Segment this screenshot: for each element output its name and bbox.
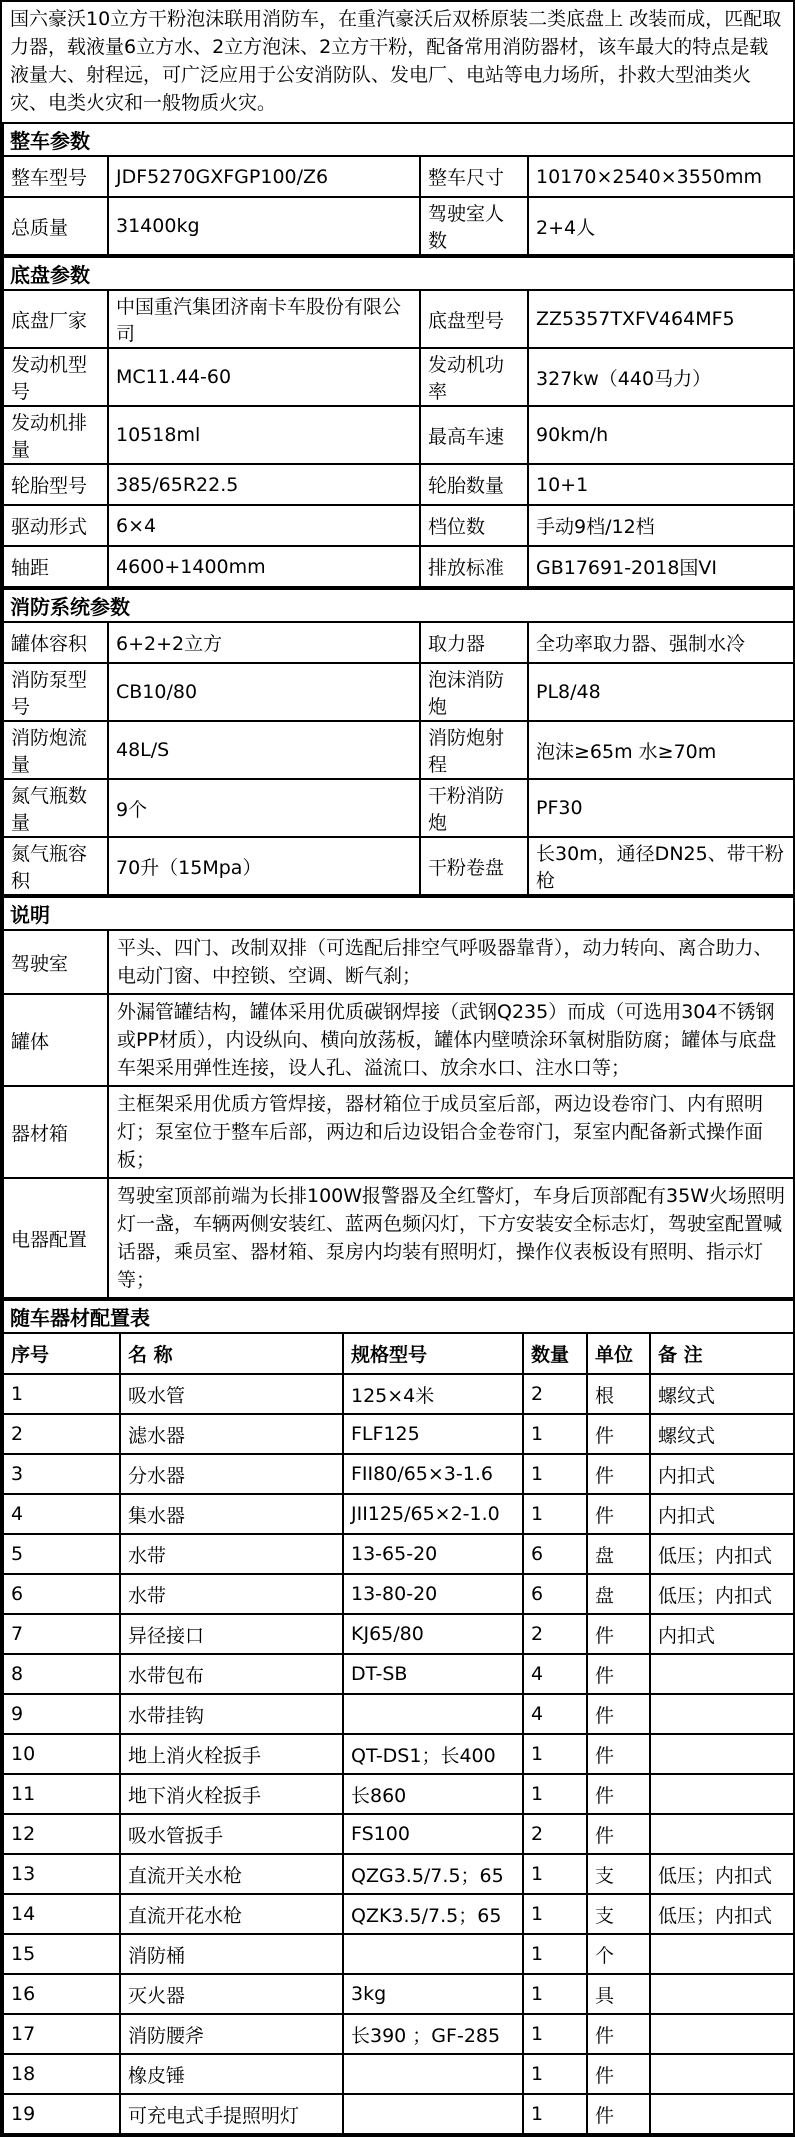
cell-no: 15 [3,1934,120,1974]
cell-spec: FS100 [343,1814,523,1854]
cell-name: 消防腰斧 [120,2014,343,2054]
cell-spec: 长390 ；GF-285 [343,2014,523,2054]
section-title: 随车器材配置表 [3,1300,795,1333]
cell-no: 9 [3,1694,120,1734]
cell-unit: 件 [587,2054,650,2094]
param-value: 手动9档/12档 [528,505,795,546]
cell-spec: FLF125 [343,1414,523,1454]
equipment-row [3,1454,795,1494]
note-text: 驾驶室顶部前端为长排100W报警器及全红警灯，车身后顶部配有35W火场照明灯一盏，车辆两侧安装红、蓝两色频闪灯，下方安装安全标志灯，驾驶室配置喊话器，乘员室、器材箱、泵房内均装有照明灯，操作仪表板设有照明、指示灯等； [108,1178,795,1298]
cell-unit: 支 [587,1854,650,1894]
cell-qty: 1 [523,2014,587,2054]
cell-no: 3 [3,1454,120,1494]
param-value: 327kw（440马力） [528,348,795,406]
cell-remark: 螺纹式 [650,1414,795,1454]
cell-unit: 件 [587,1814,650,1854]
param-label: 档位数 [420,505,528,546]
section-header-vehicle [3,123,795,156]
table-row [3,505,795,546]
notes-table [2,896,795,1299]
cell-no: 4 [3,1494,120,1534]
cell-spec [343,2094,523,2134]
cell-remark [650,1734,795,1774]
table-row [3,994,795,1086]
equipment-table [2,1299,795,2135]
cell-no: 10 [3,1734,120,1774]
equipment-row [3,1734,795,1774]
cell-spec [343,1934,523,1974]
table-row [3,1178,795,1298]
param-value: 10170×2540×3550mm [528,156,795,197]
cell-unit: 件 [587,1694,650,1734]
col-header-qty: 数量 [523,1333,587,1374]
equipment-row [3,1894,795,1934]
chassis-params-table [2,256,795,588]
cell-remark [650,1694,795,1734]
cell-spec: QT-DS1；长400 [343,1734,523,1774]
cell-spec [343,1694,523,1734]
equipment-row [3,1614,795,1654]
param-label: 消防炮流量 [3,721,108,779]
cell-unit: 件 [587,2014,650,2054]
col-header-no: 序号 [3,1333,120,1374]
equipment-row [3,2014,795,2054]
equipment-header-row [3,1333,795,1374]
table-row [3,622,795,663]
section-header-fire-system [3,589,795,622]
cell-spec: FII80/65×3-1.6 [343,1454,523,1494]
param-value: PF30 [528,779,795,837]
param-value: MC11.44-60 [108,348,420,406]
param-label: 氮气瓶容积 [3,837,108,895]
param-value: 90km/h [528,406,795,464]
param-value: 9个 [108,779,420,837]
section-header-chassis [3,257,795,290]
param-value: GB17691-2018国VI [528,546,795,587]
param-label: 排放标准 [420,546,528,587]
section-title: 整车参数 [3,123,795,156]
cell-qty: 1 [523,1854,587,1894]
param-value: JDF5270GXFGP100/Z6 [108,156,420,197]
table-row [3,546,795,587]
cell-spec: DT-SB [343,1654,523,1694]
cell-qty: 1 [523,1734,587,1774]
param-value: 2+4人 [528,197,795,255]
equipment-row [3,1814,795,1854]
param-value: 泡沫≥65m 水≥70m [528,721,795,779]
table-row [3,197,795,255]
param-label: 干粉卷盘 [420,837,528,895]
param-label: 轮胎型号 [3,464,108,505]
param-label: 取力器 [420,622,528,663]
table-row [3,663,795,721]
cell-spec: QZG3.5/7.5；65 [343,1854,523,1894]
cell-spec: QZK3.5/7.5；65 [343,1894,523,1934]
param-value: 48L/S [108,721,420,779]
cell-qty: 6 [523,1574,587,1614]
param-label: 发动机功率 [420,348,528,406]
param-label: 干粉消防炮 [420,779,528,837]
param-label: 消防炮射程 [420,721,528,779]
table-row [3,721,795,779]
param-value: 70升（15Mpa） [108,837,420,895]
table-row [3,464,795,505]
note-label: 罐体 [3,994,108,1086]
cell-unit: 件 [587,2094,650,2134]
param-label: 整车型号 [3,156,108,197]
cell-no: 6 [3,1574,120,1614]
param-label: 驱动形式 [3,505,108,546]
cell-qty: 1 [523,1974,587,2014]
cell-no: 1 [3,1374,120,1414]
cell-unit: 件 [587,1774,650,1814]
cell-remark [650,1814,795,1854]
param-value: 10+1 [528,464,795,505]
col-header-spec: 规格型号 [343,1333,523,1374]
param-label: 发动机排量 [3,406,108,464]
cell-spec: KJ65/80 [343,1614,523,1654]
cell-remark: 内扣式 [650,1454,795,1494]
cell-name: 橡皮锤 [120,2054,343,2094]
cell-no: 13 [3,1854,120,1894]
cell-name: 消防桶 [120,1934,343,1974]
cell-no: 7 [3,1614,120,1654]
note-label: 器材箱 [3,1086,108,1178]
cell-no: 2 [3,1414,120,1454]
cell-name: 水带挂钩 [120,1694,343,1734]
param-label: 整车尺寸 [420,156,528,197]
equipment-row [3,1414,795,1454]
param-value: CB10/80 [108,663,420,721]
cell-qty: 1 [523,1494,587,1534]
param-value: 全功率取力器、强制水冷 [528,622,795,663]
cell-spec: JII125/65×2-1.0 [343,1494,523,1534]
param-label: 最高车速 [420,406,528,464]
param-label: 消防泵型号 [3,663,108,721]
col-header-unit: 单位 [587,1333,650,1374]
param-label: 泡沫消防炮 [420,663,528,721]
cell-qty: 2 [523,1374,587,1414]
cell-unit: 盘 [587,1534,650,1574]
equipment-row [3,1974,795,2014]
cell-remark: 低压；内扣式 [650,1574,795,1614]
cell-no: 8 [3,1654,120,1694]
cell-qty: 1 [523,2054,587,2094]
param-label: 氮气瓶数量 [3,779,108,837]
note-label: 电器配置 [3,1178,108,1298]
cell-unit: 件 [587,1414,650,1454]
cell-unit: 个 [587,1934,650,1974]
cell-name: 直流开花水枪 [120,1894,343,1934]
cell-remark [650,1974,795,2014]
cell-unit: 根 [587,1374,650,1414]
table-row [3,837,795,895]
equipment-row [3,1774,795,1814]
vehicle-params-table [2,122,795,256]
param-label: 发动机型号 [3,348,108,406]
param-value: 长30m，通径DN25、带干粉枪 [528,837,795,895]
cell-name: 吸水管 [120,1374,343,1414]
cell-qty: 1 [523,1414,587,1454]
cell-remark [650,1934,795,1974]
cell-no: 19 [3,2094,120,2134]
cell-no: 14 [3,1894,120,1934]
table-row [3,779,795,837]
cell-name: 可充电式手提照明灯 [120,2094,343,2134]
cell-remark: 螺纹式 [650,1374,795,1414]
cell-qty: 2 [523,1614,587,1654]
cell-name: 地下消火栓扳手 [120,1774,343,1814]
cell-remark [650,1774,795,1814]
cell-qty: 6 [523,1534,587,1574]
param-value: 385/65R22.5 [108,464,420,505]
cell-remark [650,2054,795,2094]
table-row [3,290,795,348]
equipment-row [3,1934,795,1974]
cell-name: 吸水管扳手 [120,1814,343,1854]
note-text: 主框架采用优质方管焊接，器材箱位于成员室后部，两边设卷帘门、内有照明灯；泵室位于整车后部，两边和后边设铝合金卷帘门，泵室内配备新式操作面板； [108,1086,795,1178]
fire-system-params-table [2,588,795,896]
cell-qty: 1 [523,1934,587,1974]
param-label: 轮胎数量 [420,464,528,505]
cell-no: 17 [3,2014,120,2054]
cell-remark [650,1654,795,1694]
equipment-row [3,2094,795,2134]
cell-spec: 125×4米 [343,1374,523,1414]
equipment-row [3,1494,795,1534]
cell-no: 5 [3,1534,120,1574]
cell-no: 11 [3,1774,120,1814]
cell-name: 灭火器 [120,1974,343,2014]
cell-remark: 低压；内扣式 [650,1534,795,1574]
cell-remark: 低压；内扣式 [650,1854,795,1894]
cell-unit: 件 [587,1654,650,1694]
table-row [3,930,795,994]
cell-spec: 3kg [343,1974,523,2014]
cell-spec: 13-80-20 [343,1574,523,1614]
param-label: 罐体容积 [3,622,108,663]
equipment-row [3,1534,795,1574]
param-label: 总质量 [3,197,108,255]
param-value: 6×4 [108,505,420,546]
param-value: 31400kg [108,197,420,255]
cell-name: 水带 [120,1574,343,1614]
param-value: ZZ5357TXFV464MF5 [528,290,795,348]
cell-unit: 件 [587,1494,650,1534]
cell-name: 分水器 [120,1454,343,1494]
section-header-equipment [3,1300,795,1333]
cell-unit: 件 [587,1614,650,1654]
cell-spec: 长860 [343,1774,523,1814]
cell-remark: 内扣式 [650,1614,795,1654]
param-value: 6+2+2立方 [108,622,420,663]
cell-name: 直流开关水枪 [120,1854,343,1894]
cell-name: 集水器 [120,1494,343,1534]
section-header-notes [3,897,795,930]
cell-remark [650,2094,795,2134]
cell-qty: 4 [523,1694,587,1734]
cell-unit: 件 [587,1454,650,1494]
table-row [3,406,795,464]
param-value: 4600+1400mm [108,546,420,587]
param-value: 中国重汽集团济南卡车股份有限公司 [108,290,420,348]
cell-spec: 13-65-20 [343,1534,523,1574]
cell-qty: 2 [523,1814,587,1854]
section-title: 说明 [3,897,795,930]
param-label: 轴距 [3,546,108,587]
param-label: 底盘厂家 [3,290,108,348]
table-row [3,156,795,197]
cell-remark [650,2014,795,2054]
section-title: 消防系统参数 [3,589,795,622]
col-header-name: 名 称 [120,1333,343,1374]
cell-unit: 具 [587,1974,650,2014]
cell-unit: 件 [587,1734,650,1774]
param-value: PL8/48 [528,663,795,721]
cell-name: 异径接口 [120,1614,343,1654]
param-label: 底盘型号 [420,290,528,348]
cell-unit: 支 [587,1894,650,1934]
intro-paragraph: 国六豪沃10立方干粉泡沫联用消防车，在重汽豪沃后双桥原装二类底盘上 改装而成，匹配取力器，载液量6立方水、2立方泡沫、2立方干粉，配备常用消防器材，该车最大的特点是载液量大、射程远，可广泛应用于公安消防队、发电厂、电站等电力场所，扑救大型油类火灾、电类火灾和一般物质火灾。 [10,8,782,114]
note-label: 驾驶室 [3,930,108,994]
cell-unit: 盘 [587,1574,650,1614]
param-value: 10518ml [108,406,420,464]
cell-qty: 1 [523,1774,587,1814]
cell-no: 18 [3,2054,120,2094]
cell-remark: 内扣式 [650,1494,795,1534]
cell-name: 地上消火栓扳手 [120,1734,343,1774]
note-text: 平头、四门、改制双排（可选配后排空气呼吸器靠背），动力转向、离合助力、电动门窗、中控锁、空调、断气刹； [108,930,795,994]
cell-no: 16 [3,1974,120,2014]
equipment-row [3,1574,795,1614]
cell-qty: 4 [523,1654,587,1694]
col-header-remark: 备 注 [650,1333,795,1374]
equipment-row [3,1854,795,1894]
cell-qty: 1 [523,1454,587,1494]
cell-name: 滤水器 [120,1414,343,1454]
equipment-row [3,1694,795,1734]
param-label: 驾驶室人数 [420,197,528,255]
table-row [3,1086,795,1178]
cell-no: 12 [3,1814,120,1854]
cell-spec [343,2054,523,2094]
table-row [3,348,795,406]
equipment-row [3,2054,795,2094]
cell-name: 水带 [120,1534,343,1574]
section-title: 底盘参数 [3,257,795,290]
cell-name: 水带包布 [120,1654,343,1694]
cell-qty: 1 [523,1894,587,1934]
cell-remark: 低压；内扣式 [650,1894,795,1934]
equipment-row [3,1374,795,1414]
equipment-row [3,1654,795,1694]
cell-qty: 1 [523,2094,587,2134]
note-text: 外漏管罐结构，罐体采用优质碳钢焊接（武钢Q235）而成（可选用304不锈钢或PP材质），内设纵向、横向放荡板，罐体内壁喷涂环氧树脂防腐；罐体与底盘车架采用弹性连接，设人孔、溢流口、放余水口、注水口等； [108,994,795,1086]
